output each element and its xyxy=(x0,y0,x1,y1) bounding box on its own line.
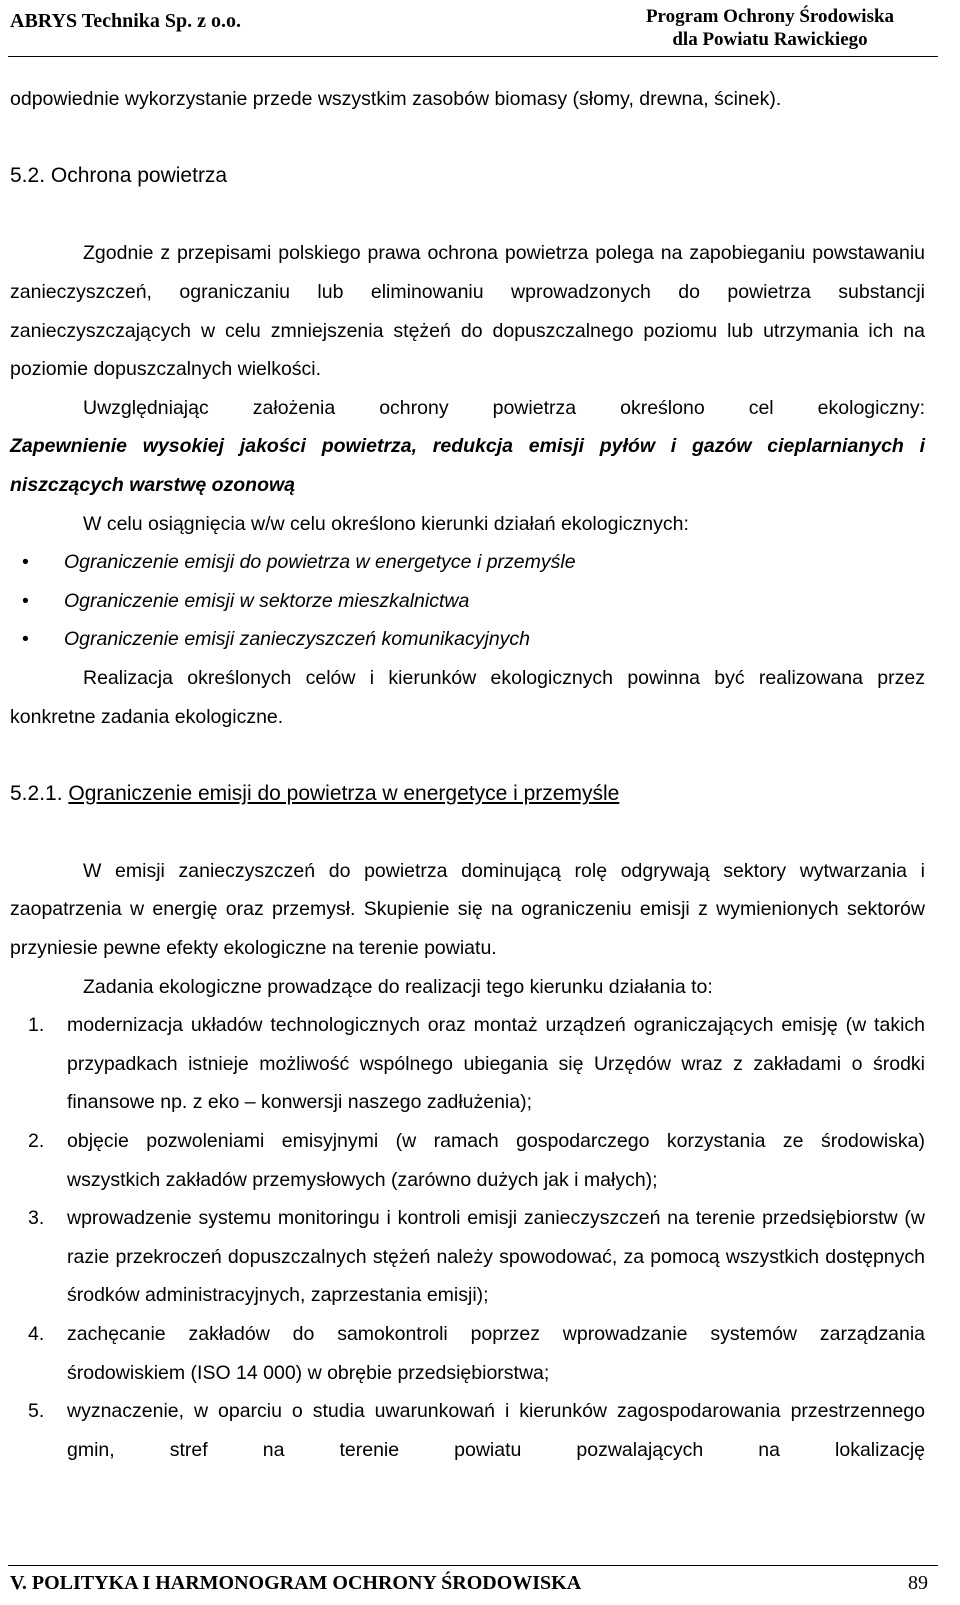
list-item-text: Ograniczenie emisji zanieczyszczeń komunikacyjnych xyxy=(64,628,531,651)
list-item-number: 3. xyxy=(28,1207,45,1230)
list-item-text: Ograniczenie emisji do powietrza w energetyce i przemyśle xyxy=(64,551,576,574)
spacer xyxy=(10,813,925,852)
header-program-line1: Program Ochrony Środowiska xyxy=(645,6,895,27)
section-heading: 5.2. Ochrona powietrza xyxy=(10,164,228,188)
spacer xyxy=(10,736,925,775)
header-program xyxy=(610,5,930,51)
list-item xyxy=(10,543,925,582)
footer-section-title: V. POLITYKA I HARMONOGRAM OCHRONY ŚRODOWISKA xyxy=(10,1572,582,1594)
spacer xyxy=(10,196,925,235)
list-item-number: 4. xyxy=(28,1323,45,1345)
list-item-text: wprowadzenie systemu monitoringu i kontroli emisji zanieczyszczeń na terenie przedsiębiorstw (w razie przekroczeń dopuszczalnych stężeń należy spowodować, za pomocą wszystkich dostępnych środków administracyjnych, zaprzestania emisji); xyxy=(67,1207,925,1307)
paragraph-emission-sectors: W emisji zanieczyszczeń do powietrza dominującą rolę odgrywają sektory wytwarzania i zaopatrzenia w energię oraz przemysł. Skupienie się na ograniczeniu emisji z wymienionych sektorów przyniesie pewne efekty ekologiczne na terenie powiatu. xyxy=(10,859,925,960)
footer-divider xyxy=(8,1565,938,1566)
header-program-line2: dla Powiatu Rawickiego xyxy=(672,29,868,50)
subsection-title: Ograniczenie emisji do powietrza w energetyce i przemyśle xyxy=(68,781,620,805)
paragraph-tasks-intro: Zadania ekologiczne prowadzące do realizacji tego kierunku działania to: xyxy=(83,975,713,998)
paragraph-air-protection-definition: Zgodnie z przepisami polskiego prawa ochrona powietrza polega na zapobieganiu powstawaniu zanieczyszczeń, ograniczaniu lub eliminowaniu wprowadzonych do powietrza substancji zanieczyszczających w celu zmniejszenia stężeń do dopuszczalnego poziomu lub utrzymania ich na poziomie dopuszczalnych wielkości. xyxy=(10,242,925,381)
list-item xyxy=(10,1199,925,1315)
bullet-icon: • xyxy=(22,551,29,574)
paragraph-realization: Realizacja określonych celów i kierunków ekologicznych powinna być realizowana przez konkretne zadania ekologiczne. xyxy=(10,666,925,728)
spacer xyxy=(10,119,925,158)
list-item xyxy=(10,1122,925,1199)
list-item xyxy=(10,1392,925,1469)
list-item-text: zachęcanie zakładów do samokontroli poprzez wprowadzanie systemów zarządzania środowiskiem (ISO 14 000) w obrębie przedsiębiorstwa; xyxy=(67,1323,925,1384)
header-company: ABRYS Technika Sp. z o.o. xyxy=(10,10,242,32)
header-divider xyxy=(8,56,938,57)
list-item-number: 2. xyxy=(28,1130,45,1153)
tasks-list xyxy=(10,1006,925,1469)
document-body xyxy=(10,80,925,1469)
list-item-text: Ograniczenie emisji w sektorze mieszkalnictwa xyxy=(64,589,470,612)
subsection-number: 5.2.1. xyxy=(10,781,63,805)
page-number: 89 xyxy=(908,1572,928,1594)
ecological-goal: Zapewnienie wysokiej jakości powietrza, redukcja emisji pyłów i gazów cieplarnianych i niszczących warstwę ozonową xyxy=(10,435,925,496)
list-item xyxy=(10,582,925,621)
continuation-paragraph: odpowiednie wykorzystanie przede wszystkim zasobów biomasy (słomy, drewna, ścinek). xyxy=(10,88,782,110)
list-item-number: 1. xyxy=(28,1014,45,1037)
list-item xyxy=(10,620,925,659)
paragraph-directions-intro: W celu osiągnięcia w/w celu określono kierunki działań ekologicznych: xyxy=(83,512,689,535)
bullet-icon: • xyxy=(22,628,29,651)
list-item-text: objęcie pozwoleniami emisyjnymi (w ramach gospodarczego korzystania ze środowiska) wszystkich zakładów przemysłowych (zarówno dużych jak i małych); xyxy=(67,1130,925,1191)
list-item-text: wyznaczenie, w oparciu o studia uwarunkowań i kierunków zagospodarowania przestrzennego gmin, stref na terenie powiatu pozwalających na lokalizację xyxy=(67,1400,925,1461)
list-item xyxy=(10,1006,925,1122)
list-item-text: modernizacja układów technologicznych oraz montaż urządzeń ograniczających emisję (w takich przypadkach istnieje możliwość wspólnego ubiegania się Urzędów wraz z zakładami o środki finansowe np. z eko – konwersji naszego zadłużenia); xyxy=(67,1014,925,1114)
bullet-icon: • xyxy=(22,589,29,612)
paragraph-goal-intro: Uwzględniając założenia ochrony powietrza określono cel ekologiczny: xyxy=(83,396,925,419)
list-item-number: 5. xyxy=(28,1400,45,1423)
directions-list xyxy=(10,543,925,659)
list-item xyxy=(10,1315,925,1392)
subsection-heading xyxy=(10,775,925,814)
